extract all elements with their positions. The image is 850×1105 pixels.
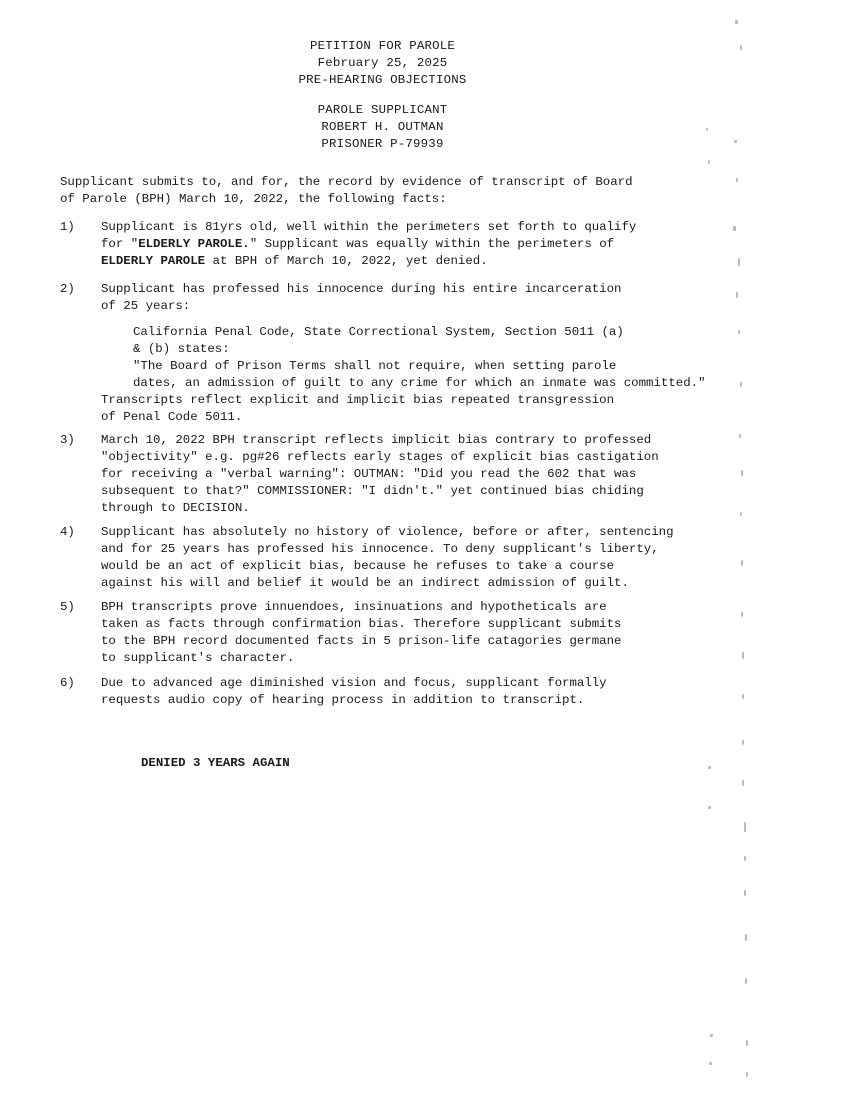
fact-text: " Supplicant was equally within the perimeters of bbox=[249, 237, 615, 251]
intro-paragraph bbox=[60, 174, 780, 208]
fact-number: 2) bbox=[60, 282, 75, 296]
fact-line: Due to advanced age diminished vision and focus, supplicant formally bbox=[101, 676, 607, 690]
elderly-parole-emphasis: ELDERLY PAROLE. bbox=[138, 237, 250, 251]
quote-line: California Penal Code, State Correctional System, Section 5011 (a) bbox=[133, 325, 624, 339]
supplicant-name: ROBERT H. OUTMAN bbox=[321, 120, 444, 134]
fact-line: March 10, 2022 BPH transcript reflects implicit bias contrary to professed bbox=[101, 433, 652, 447]
fact-text: at BPH of March 10, 2022, yet denied. bbox=[205, 254, 488, 268]
quote-line: dates, an admission of guilt to any crime for which an inmate was committed." bbox=[133, 376, 706, 390]
fact-body bbox=[101, 675, 607, 709]
fact-line: of Penal Code 5011. bbox=[101, 410, 243, 424]
fact-number: 6) bbox=[60, 676, 75, 690]
petition-title-block bbox=[0, 38, 765, 89]
petition-title: PETITION FOR PAROLE bbox=[309, 39, 456, 53]
fact-number: 5) bbox=[60, 600, 75, 614]
fact-body bbox=[101, 219, 636, 270]
penal-code-quote bbox=[101, 324, 706, 392]
fact-line: taken as facts through confirmation bias. Therefore supplicant submits bbox=[101, 617, 622, 631]
quote-line: "The Board of Prison Terms shall not require, when setting parole bbox=[133, 359, 617, 373]
petition-date: February 25, 2025 bbox=[317, 56, 448, 70]
fact-line: Supplicant is 81yrs old, well within the perimeters set forth to qualify bbox=[101, 220, 637, 234]
fact-line: Supplicant has absolutely no history of violence, before or after, sentencing bbox=[101, 525, 674, 539]
fact-line bbox=[101, 236, 636, 253]
fact-line: to supplicant's character. bbox=[101, 651, 295, 665]
fact-text: for " bbox=[101, 237, 139, 251]
fact-line: of 25 years: bbox=[101, 299, 191, 313]
fact-line: "objectivity" e.g. pg#26 reflects early stages of explicit bias castigation bbox=[101, 450, 659, 464]
fact-number: 3) bbox=[60, 433, 75, 447]
fact-line bbox=[101, 253, 636, 270]
fact-line: Transcripts reflect explicit and implicit bias repeated transgression bbox=[101, 393, 615, 407]
fact-number: 1) bbox=[60, 220, 75, 234]
fact-line: Supplicant has professed his innocence during his entire incarceration bbox=[101, 282, 622, 296]
fact-body bbox=[101, 524, 674, 592]
fact-number: 4) bbox=[60, 525, 75, 539]
petition-subtitle: PRE-HEARING OBJECTIONS bbox=[298, 73, 467, 87]
fact-line: would be an act of explicit bias, because he refuses to take a course bbox=[101, 559, 615, 573]
quote-line: & (b) states: bbox=[133, 342, 230, 356]
intro-line: of Parole (BPH) March 10, 2022, the following facts: bbox=[60, 192, 447, 206]
scan-artifacts bbox=[700, 0, 850, 1105]
fact-body bbox=[101, 432, 659, 517]
supplicant-block bbox=[0, 102, 765, 153]
supplicant-label: PAROLE SUPPLICANT bbox=[317, 103, 448, 117]
fact-line: BPH transcripts prove innuendoes, insinuations and hypotheticals are bbox=[101, 600, 607, 614]
elderly-parole-emphasis: ELDERLY PAROLE bbox=[101, 254, 206, 268]
fact-line: and for 25 years has professed his innocence. To deny supplicant's liberty, bbox=[101, 542, 659, 556]
fact-body bbox=[101, 281, 706, 426]
intro-line: Supplicant submits to, and for, the record by evidence of transcript of Board bbox=[60, 175, 633, 189]
fact-line: for receiving a "verbal warning": OUTMAN: "Did you read the 602 that was bbox=[101, 467, 637, 481]
fact-line: to the BPH record documented facts in 5 prison-life catagories germane bbox=[101, 634, 622, 648]
fact-line: subsequent to that?" COMMISSIONER: "I didn't." yet continued bias chiding bbox=[101, 484, 644, 498]
prisoner-number: PRISONER P-79939 bbox=[321, 137, 444, 151]
denial-status: DENIED 3 YEARS AGAIN bbox=[141, 756, 290, 770]
fact-line: through to DECISION. bbox=[101, 501, 250, 515]
fact-line: against his will and belief it would be an indirect admission of guilt. bbox=[101, 576, 629, 590]
fact-line: requests audio copy of hearing process in addition to transcript. bbox=[101, 693, 585, 707]
fact-body bbox=[101, 599, 622, 667]
